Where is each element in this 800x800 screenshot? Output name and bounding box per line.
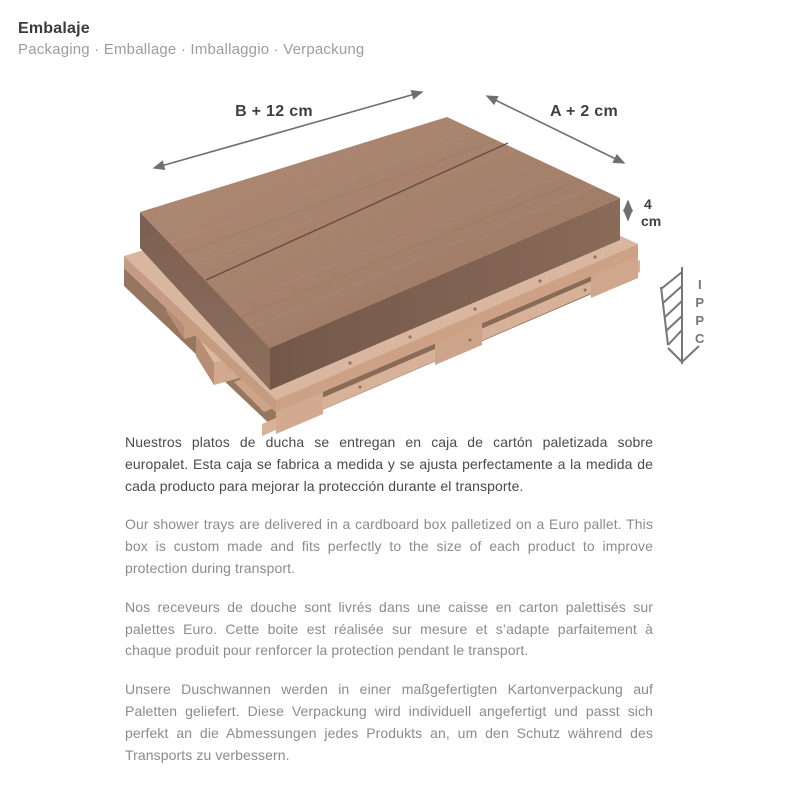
wheat-ear-icon xyxy=(661,267,699,364)
ippc-letter-p2: P xyxy=(695,313,705,328)
height-value-label: 4 xyxy=(644,196,652,212)
ippc-letter-c: C xyxy=(695,331,705,346)
height-unit-label: cm xyxy=(641,213,662,229)
dimension-label-b: B + 12 cm xyxy=(235,103,313,120)
paragraph-french: Nos receveurs de douche sont livrés dans une caisse en carton palettisés sur palettes Euro. Cette boite est réalisée sur mesure et s’adapte parfaitement à chaque produit pour renforcer la protection pendant le transport. xyxy=(125,598,653,659)
height-arrow xyxy=(628,196,661,229)
paragraph-german: Unsere Duschwannen werden in einer maßgefertigten Kartonverpackung auf Paletten geliefert. Diese Verpackung wird individuell angefertigt und passt sich perfekt an die Abmessungen jedes Produkts an, um den Schutz während des Transports zu verbessern. xyxy=(125,681,653,763)
ippc-logo xyxy=(661,267,705,364)
paragraph-english: Our shower trays are delivered in a cardboard box palletized on a Euro pallet. This box is custom made and fits perfectly to the size of each product to improve protection during transport. xyxy=(125,516,653,576)
page-title: Embalaje xyxy=(18,20,90,37)
paragraph-spanish: Nuestros platos de ducha se entregan en caja de cartón paletizada sobre europalet. Esta caja se fabrica a medida y se ajusta perfectamente a la medida de cada producto para mejorar la protección durante el transporte. xyxy=(125,434,653,494)
ippc-letter-p1: P xyxy=(695,295,705,310)
dimension-label-a: A + 2 cm xyxy=(549,103,619,120)
page-subtitle: Packaging · Emballage · Imballaggio · Verpackung xyxy=(18,41,365,58)
description-paragraphs xyxy=(125,432,653,783)
ippc-letter-i: I xyxy=(697,277,703,292)
